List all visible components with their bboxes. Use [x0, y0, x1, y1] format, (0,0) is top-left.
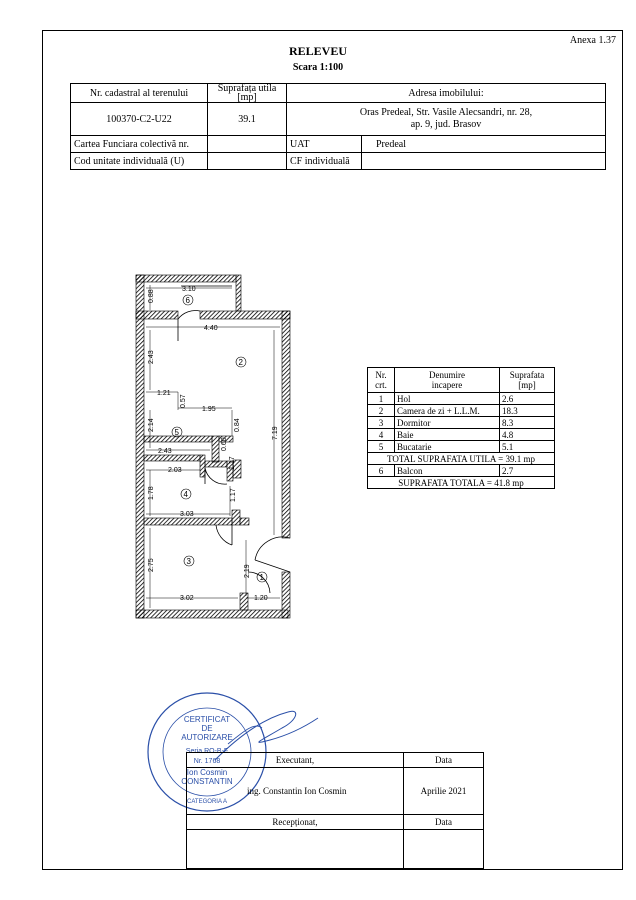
suprafata-value: 39.1 [208, 103, 287, 136]
dim-121: 1.21 [157, 390, 171, 397]
signature-stroke-2 [228, 726, 262, 744]
wall-bath-stub [200, 455, 205, 477]
room-name: Baie [395, 429, 500, 441]
wall-kitchen-right [212, 436, 219, 462]
wall-hall-bottom [240, 593, 248, 610]
rooms-header-sup-2: [mp] [518, 380, 536, 390]
table-row [368, 465, 555, 477]
dim-310: 3.10 [182, 286, 196, 293]
wall-bath-top [144, 455, 200, 461]
carte-funciara-label: Cartea Funciara colectivă nr. [71, 136, 208, 153]
rooms-header-den-1: Denumire [429, 370, 465, 380]
stamp-line2: DE [201, 724, 213, 733]
room-number-1: 1 [259, 573, 264, 582]
data-label-2: Data [404, 815, 484, 830]
annex-label: Anexa 1.37 [569, 35, 616, 46]
uat-value: Predeal [362, 136, 606, 153]
room-nr: 5 [368, 441, 395, 453]
wall-right-upper [282, 311, 290, 538]
cadastral-value: 100370-C2-U22 [71, 103, 208, 136]
dim-057: 0.57 [180, 394, 187, 408]
stamp-line4: Seria RO-B-F [185, 748, 229, 755]
rooms-header-denumire [395, 368, 500, 393]
dim-120: 1.20 [254, 595, 268, 602]
room-area: 5.1 [500, 441, 555, 453]
receptionat-date [404, 830, 484, 869]
room-nr: 6 [368, 465, 395, 477]
dim-117a: 1.17 [229, 456, 236, 470]
dim-178: 1.78 [148, 486, 155, 500]
wall-balcony-right [236, 275, 241, 311]
room-name: Camera de zi + L.L.M. [395, 405, 500, 417]
dim-195: 1.95 [202, 406, 216, 413]
dim-088: 0.88 [148, 289, 155, 303]
room-name: Dormitor [395, 417, 500, 429]
signature-table [186, 752, 484, 869]
wall-left [136, 275, 144, 618]
rooms-header-nr [368, 368, 395, 393]
header-suprafata-line1: Suprafața utila [217, 83, 277, 94]
room-name: Balcon [395, 465, 500, 477]
stamp-line7: CONSTANTIN [181, 777, 233, 786]
room-nr: 3 [368, 417, 395, 429]
stamp-line6: Ion Cosmin [186, 768, 228, 777]
wall-top-left [136, 311, 178, 319]
dim-203: 2.03 [168, 467, 182, 474]
dim-243b: 2.43 [158, 448, 172, 455]
stamp-line3: AUTORIZARE [181, 733, 233, 742]
room-area: 4.8 [500, 429, 555, 441]
table-row [368, 417, 555, 429]
total-suprafata: SUPRAFATA TOTALA = 41.8 mp [368, 477, 555, 489]
dim-117b: 1.17 [230, 488, 237, 502]
room-name: Bucatarie [395, 441, 500, 453]
document-title: RELEVEU [288, 44, 347, 58]
dim-219: 2.19 [244, 564, 251, 578]
receptionat-signature [187, 830, 404, 869]
doors [178, 311, 290, 593]
rooms-table [367, 367, 555, 489]
rooms-header-nr-2: crt. [375, 380, 387, 390]
room-nr: 1 [368, 393, 395, 405]
receptionat-label: Recepționat, [187, 815, 404, 830]
room-number-6: 6 [185, 296, 190, 305]
room-name: Hol [395, 393, 500, 405]
uat-label: UAT [287, 136, 362, 153]
executant-name: ing. Constantin Ion Cosmin [187, 768, 404, 815]
room-number-5: 5 [174, 428, 179, 437]
dim-302: 3.02 [180, 595, 194, 602]
rooms-header-sup-1: Suprafata [509, 370, 545, 380]
wall-bottom [136, 610, 288, 618]
data-label: Data [404, 753, 484, 768]
door-bath-swing [205, 468, 227, 484]
stamp-line8: CATEGORIA A [187, 799, 227, 805]
dim-243a: 2.43 [148, 350, 155, 364]
adresa-line2: ap. 9, jud. Brasov [410, 119, 482, 130]
stamp-line1: CERTIFICAT [183, 715, 231, 724]
cf-label: CF individuală [287, 153, 362, 170]
executant-label: Executant, [187, 753, 404, 768]
dim-303: 3.03 [180, 511, 194, 518]
door-balcony-swing [178, 311, 200, 319]
dim-275: 2.75 [148, 558, 155, 572]
scale-label: Scara 1:100 [292, 62, 344, 73]
header-suprafata-line2: [mp] [237, 92, 257, 103]
room-number-4: 4 [183, 490, 188, 499]
room-nr: 4 [368, 429, 395, 441]
table-row [368, 405, 555, 417]
wall-right-lower [282, 572, 290, 618]
adresa-line1: Oras Predeal, Str. Vasile Alecsandri, nr. 28, [359, 107, 533, 118]
dim-060: 0.60 [221, 437, 228, 451]
wall-top-right [200, 311, 290, 319]
room-area: 8.3 [500, 417, 555, 429]
rooms-header-den-2: incapere [431, 380, 463, 390]
room-area: 18.3 [500, 405, 555, 417]
wall-hall-stub [232, 510, 240, 525]
wall-hall-top [240, 518, 249, 525]
header-cadastral: Nr. cadastral al terenului [71, 84, 208, 103]
rooms-header-nr-1: Nr. [375, 370, 387, 380]
door-entrance-swing [255, 537, 290, 560]
room-number-2: 2 [238, 358, 243, 367]
total-utila: TOTAL SUPRAFATA UTILA = 39.1 mp [368, 453, 555, 465]
stamp-line5: Nr. 1768 [193, 758, 221, 765]
door-bedroom-swing [216, 525, 232, 545]
door-entrance-leaf [255, 560, 290, 572]
room-number-3: 3 [186, 557, 191, 566]
wall-bath-top-right [205, 461, 227, 467]
room-nr: 2 [368, 405, 395, 417]
dim-719: 7.19 [272, 426, 279, 440]
cod-unitate-label: Cod unitate individuală (U) [71, 153, 208, 170]
room-area: 2.7 [500, 465, 555, 477]
dim-440: 4.40 [204, 325, 218, 332]
header-adresa: Adresa imobilului: [287, 84, 606, 103]
room-area: 2.6 [500, 393, 555, 405]
table-row [368, 429, 555, 441]
table-row [368, 393, 555, 405]
wall-bedroom-top [144, 518, 232, 525]
rooms-header-suprafata [500, 368, 555, 393]
executant-date: Aprilie 2021 [404, 768, 484, 815]
dim-084: 0.84 [234, 418, 241, 432]
dim-214: 2.14 [148, 418, 155, 432]
table-row [368, 441, 555, 453]
wall-balcony-top [136, 275, 236, 282]
